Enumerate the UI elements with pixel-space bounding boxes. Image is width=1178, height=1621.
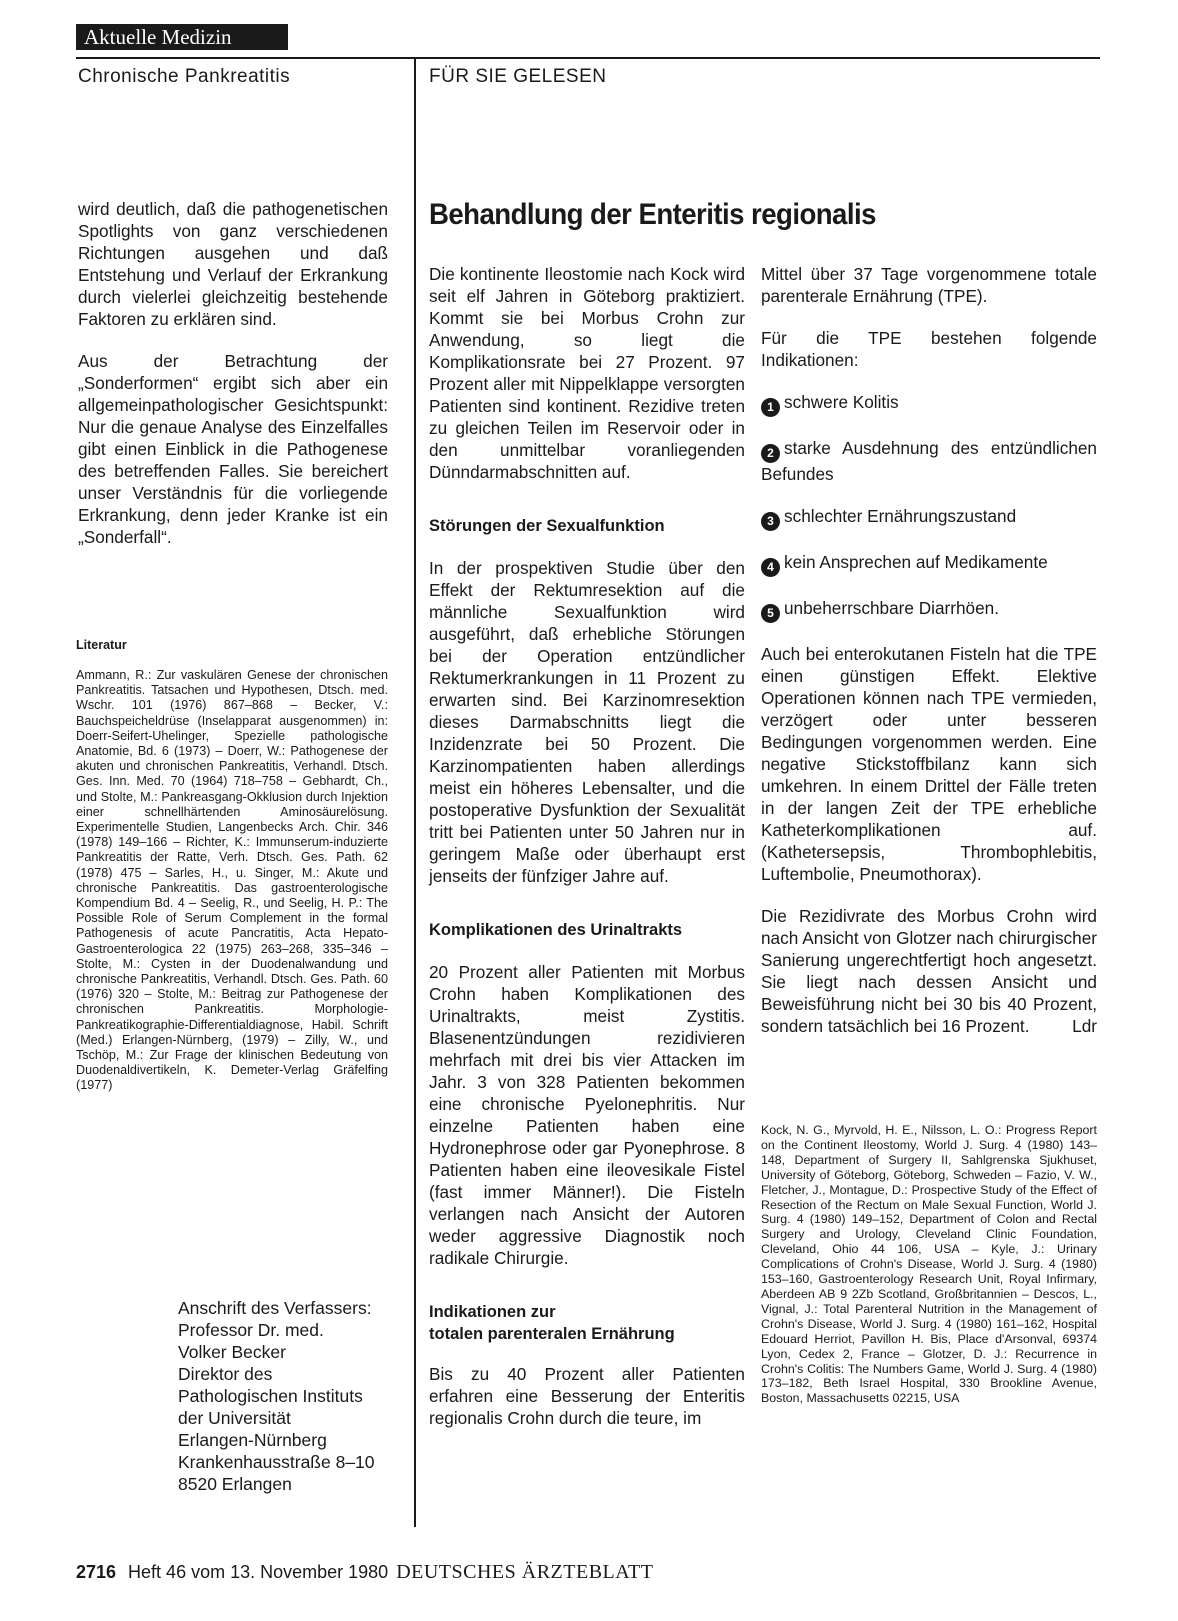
tpe-effects-paragraph: Auch bei enterokutanen Fisteln hat die TPE einen günstigen Effekt. Elektive Operationen können nach TPE vermieden, verzögert oder unter besseren Bedingungen vorgenommen werden. Eine negative Stickstoffbilanz kann sich umkehren. In einem Drittel der Fälle treten in der langen Zeit der TPE erhebliche Katheterkomplikationen auf. (Kathetersepsis, Thrombophlebitis, Luftembolie, Pneumothorax).	[761, 644, 1097, 884]
literature-list: Ammann, R.: Zur vaskulären Genese der chronischen Pankreatitis. Tatsachen und Hypothesen, Dtsch. med. Wschr. 101 (1976) 867–868 – Becker, V.: Bauchspeicheldrüse (Inselapparat ausgenommen) in: Doerr-Seifert-Uhelinger, Spezielle pathologische Anatomie, Bd. 6 (1973) – Doerr, W.: Pathogenese der akuten und chronischen Pankreatitis, Verhandl. Dtsch. Ges. Inn. Med. 70 (1964) 718–758 – Gebhardt, Ch., und Stolte, M.: Pankreasgang-Okklusion durch Injektion einer schnellhärtenden Aminosäurelösung. Experimentelle Studien, Langenbecks Arch. Chir. 346 (1978) 149–166 – Richter, K.: Immunserum-induzierte Pankreatitis der Ratte, Verh. Dtsch. Ges. Path. 62 (1978) 475 – Sarles, H., u. Singer, M.: Akute und chronische Pankreatitis. Das gastroenterologische Kompendium Bd. 4 – Seelig, R., und Seelig, H. P.: The Possible Role of Serum Complement in the formal Pathogenesis of acute Pancratitis, Acta Hepato-Gastroenterologica 22 (1975) 263–268, 335–346 – Stolte, M.: Cysten in der Duodenalwandung und chronische Pankreatitis, Verhandl. Dtsch. Ges. Path. 60 (1976) 320 – Stolte, M.: Beitrag zur Pathogenese der chronischen Pankreatitis. Morphologie-Pankreatikographie-Differentialdiagnose, Habil. Schrift (Med.) Erlangen-Nürnberg, (1979) – Zilly, W., und Tschöp, M.: Zur Frage der klinischen Bedeutung von Duodenaldivertikeln, K. Demeter-Verlag Gräfelfing (1977)	[76, 668, 388, 1093]
sexual-function-paragraph: In der prospektiven Studie über den Effekt der Rektumresektion auf die männliche Sexualfunktion wird ausgeführt, daß erhebliche Störungen bei der Operation entzündlicher Rektumerkrankungen in 11 Prozent zu erwarten sind. Bei Karzinomresektion dieses Darmabschnitts liegt die Inzidenzrate bei 50 Prozent. Die Karzinompatienten haben allerdings meist ein höheres Lebensalter, und die postoperative Dysfunktion der Sexualität tritt bei Patienten unter 50 Jahren nur in geringem Maße oder überhaupt erst jenseits der fünfziger Jahre auf.	[429, 558, 745, 886]
indication-text: kein Ansprechen auf Medikamente	[784, 552, 1048, 572]
right-column-text	[761, 263, 1097, 1057]
top-rule	[76, 57, 1100, 59]
issue-info: Heft 46 vom 13. November 1980	[128, 1562, 389, 1582]
indication-text: unbeherrschbare Diarrhöen.	[784, 598, 999, 618]
left-column-text	[78, 198, 388, 568]
indication-item	[761, 551, 1097, 577]
left-paragraph-2: Aus der Betrachtung der „Sonderformen“ ergibt sich aber ein allgemeinpathologischer Gesichtspunkt: Nur die genaue Analyse des Einzelfalles gibt einen Einblick in die Pathogenese des betreffenden Falles. Sie bereichert unser Verständnis für die vorliegende Erkrankung, denn jeder Kranke ist ein „Sonderfall“.	[78, 351, 388, 547]
recurrence-text: Die Rezidivrate des Morbus Crohn wird nach Ansicht von Glotzer nach chirurgischer Sanierung ungerechtfertigt hoch angesetzt. Sie liegt nach dessen Ansicht und Beweisführung nicht bei 30 bis 40 Prozent, sondern tatsächlich bei 16 Prozent.	[761, 906, 1097, 1036]
number-badge-icon: 4	[761, 558, 780, 577]
recurrence-paragraph	[761, 905, 1097, 1037]
page-footer	[76, 1561, 653, 1584]
section-heading-sexual-function: Störungen der Sexualfunktion	[429, 517, 665, 535]
indication-text: schlechter Ernährungszustand	[784, 506, 1017, 526]
address-line: Professor Dr. med.	[178, 1320, 324, 1340]
tpe-paragraph: Bis zu 40 Prozent aller Patienten erfahren eine Besserung der Enteritis regionalis Crohn durch die teure, im	[429, 1364, 745, 1428]
number-badge-icon: 2	[761, 444, 780, 463]
author-signature: Ldr	[1072, 1016, 1097, 1036]
address-line: Anschrift des Verfassers:	[178, 1298, 372, 1318]
indication-item	[761, 505, 1097, 531]
address-line: Direktor des	[178, 1364, 273, 1384]
article-references: Kock, N. G., Myrvold, H. E., Nilsson, L. O.: Progress Report on the Continent Ileostomy, World J. Surg. 4 (1980) 143–148, Department of Surgery II, Sahlgrenska Sjukhuset, University of Göteborg, Göteborg, Schweden – Fazio, V. W., Fletcher, J., Montague, D.: Prospective Study of the Effect of Resection of the Rectum on Male Sexual Function, World J. Surg. 4 (1980) 149–152, Department of Colon and Rectal Surgery and Urology, Cleveland Clinic Foundation, Cleveland, Ohio 44 106, USA – Kyle, J.: Urinary Complications of Crohn's Disease, World J. Surg. 4 (1980) 153–160, Gastroenterology Research Unit, Royal Infirmary, Aberdeen AB 9 2Zb Scotland, Großbritannien – Descos, L., Vignal, J.: Total Parenteral Nutrition in the Management of Crohn's Disease, World J. Surg. 4 (1980) 161–162, Hospital Edouard Herriot, Pavillon H. Bis, Place d'Arsonval, 69374 Lyon, Cedex 2, France – Glotzer, D. J.: Recurrence in Crohn's Colitis: The Numbers Game, World J. Surg. 4 (1980) 173–182, Beth Israel Hospital, 330 Brookline Avenue, Boston, Massachusetts 02215, USA	[761, 1123, 1097, 1406]
indication-item	[761, 437, 1097, 485]
number-badge-icon: 3	[761, 512, 780, 531]
indication-item	[761, 597, 1097, 623]
section-heading-urinary-tract: Komplikationen des Urinaltrakts	[429, 921, 683, 939]
tpe-heading-line-2: totalen parenteralen Ernährung	[429, 1325, 675, 1343]
indication-text: starke Ausdehnung des entzündlichen Befundes	[761, 438, 1097, 484]
literature-heading: Literatur	[76, 638, 127, 652]
address-line: Erlangen-Nürnberg	[178, 1430, 327, 1450]
indication-item	[761, 391, 1097, 417]
address-line: Pathologischen Instituts	[178, 1386, 363, 1406]
address-line: Volker Becker	[178, 1342, 286, 1362]
tpe-heading-line-1: Indikationen zur	[429, 1303, 556, 1321]
address-line: 8520 Erlangen	[178, 1474, 292, 1494]
article-title: Behandlung der Enteritis regionalis	[429, 198, 876, 231]
address-line: Krankenhausstraße 8–10	[178, 1452, 375, 1472]
number-badge-icon: 1	[761, 398, 780, 417]
section-label: Aktuelle Medizin	[76, 24, 288, 50]
intro-paragraph: Die kontinente Ileostomie nach Kock wird seit elf Jahren in Göteborg praktiziert. Kommt sie bei Morbus Crohn zur Anwendung, so liegt die Komplikationsrate bei 27 Prozent. 97 Prozent aller mit Nippelklappe versorgten Patienten sind kontinent. Rezidive treten zu gleichen Teilen im Reservoir oder in den unmittelbar voranliegenden Dünndarmabschnitten auf.	[429, 264, 745, 482]
address-line: der Universität	[178, 1408, 291, 1428]
journal-name: DEUTSCHES ÄRZTEBLATT	[396, 1561, 654, 1583]
indications-intro: Für die TPE bestehen folgende Indikationen:	[761, 328, 1097, 370]
page-number: 2716	[76, 1562, 117, 1582]
right-heading: FÜR SIE GELESEN	[429, 66, 607, 87]
middle-column-text	[429, 263, 745, 1449]
indication-text: schwere Kolitis	[784, 392, 899, 412]
left-heading: Chronische Pankreatitis	[78, 66, 291, 87]
section-heading-tpe	[429, 1301, 745, 1345]
author-address	[178, 1297, 418, 1495]
urinary-tract-paragraph: 20 Prozent aller Patienten mit Morbus Crohn haben Komplikationen des Urinaltrakts, meist Zystitis. Blasenentzündungen rezidivieren mehrfach mit drei bis vier Attacken im Jahr. 3 von 328 Patienten bekommen eine chronische Pyelonephritis. Nur einzelne Patienten haben eine Hydronephrose oder gar Pyonephrose. 8 Patienten haben eine ileovesikale Fistel (fast immer Männer!). Die Fisteln verlangen nach Ansicht der Autoren weder aggressive Diagnostik noch radikale Chirurgie.	[429, 962, 745, 1268]
tpe-continuation: Mittel über 37 Tage vorgenommene totale parenterale Ernährung (TPE).	[761, 264, 1097, 306]
number-badge-icon: 5	[761, 604, 780, 623]
left-paragraph-1: wird deutlich, daß die pathogenetischen Spotlights von ganz verschiedenen Richtungen ausgehen und daß Entstehung und Verlauf der Erkrankung durch vielerlei gleichzeitig bestehende Faktoren zu erklären sind.	[78, 199, 388, 329]
